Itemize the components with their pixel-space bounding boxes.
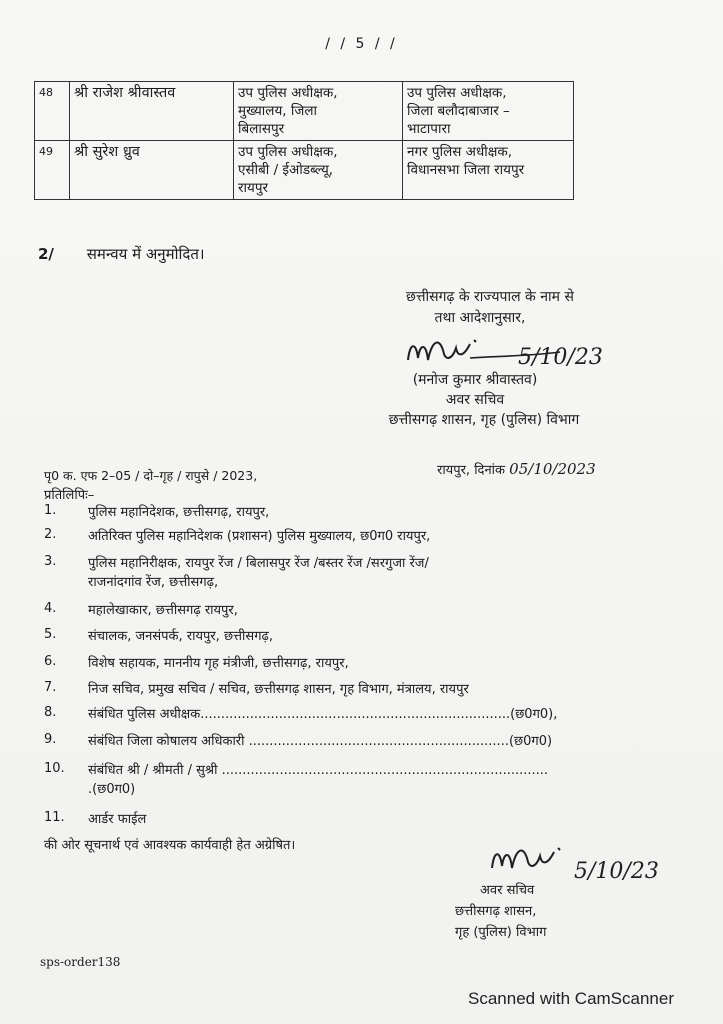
copy-title: प्रतिलिपिः–: [44, 488, 95, 503]
new-posting-line: जिला बलौदाबाजार –: [407, 103, 510, 119]
copy-item-number: 3.: [44, 554, 57, 569]
copy-item-text: [88, 810, 648, 829]
transfer-row: [35, 141, 574, 200]
copy-item-line: संबंधित जिला कोषालय अधिकारी ...............................................................(छ0ग0): [88, 734, 553, 749]
copy-item-line: संबंधित पुलिस अधीक्षक...........................................................................(छ0ग0),: [88, 707, 558, 722]
signatory-2-department: गृह (पुलिस) विभाग: [455, 925, 547, 940]
copy-item-text: [88, 554, 648, 592]
signatory-2-designation: अवर सचिव: [480, 883, 535, 898]
signatory-line2: तथा आदेशानुसार,: [434, 310, 526, 326]
copy-item-number: 7.: [44, 680, 57, 695]
current-posting-line: एसीबी / ईओडब्ल्यू,: [238, 162, 334, 178]
copy-item-line: राजनांदगांव रेंज, छत्तीसगढ़,: [88, 575, 219, 590]
handwritten-signature-2: [486, 838, 676, 882]
copy-item-line: आर्डर फाईल: [88, 812, 147, 827]
copy-item-number: 2.: [44, 527, 57, 542]
signature-2-date: 5/10/23: [574, 859, 659, 882]
signatory-line1: छत्तीसगढ़ के राज्यपाल के नाम से: [406, 289, 574, 305]
reference-number: पृ0 क. एफ 2–05 / दो–गृह / रापुसे / 2023,: [44, 468, 258, 483]
copy-item-text: [88, 705, 648, 724]
copy-item-number: 1.: [44, 503, 57, 518]
new-posting: [403, 82, 574, 141]
copy-item-line: .(छ0ग0): [88, 782, 136, 797]
copy-item-line: संचालक, जनसंपर्क, रायपुर, छत्तीसगढ़,: [88, 629, 273, 644]
new-posting: [403, 141, 574, 200]
copy-item-line: संबंधित श्री / श्रीमती / सुश्री ...............................................................................: [88, 763, 549, 778]
serial-number: 48: [35, 82, 70, 141]
current-posting: [234, 82, 403, 141]
copy-item-text: [88, 654, 648, 673]
current-posting: [234, 141, 403, 200]
date-label: रायपुर, दिनांक: [437, 463, 506, 478]
copy-item-line: महालेखाकार, छत्तीसगढ़ रायपुर,: [88, 603, 238, 618]
copy-item-line: पुलिस महानिदेशक, छत्तीसगढ़, रायपुर,: [88, 505, 270, 520]
date-line: [437, 460, 596, 478]
footer-code: sps-order138: [40, 955, 121, 969]
officer-name: श्री सुरेश ध्रुव: [70, 141, 234, 200]
date-value: 05/10/2023: [509, 460, 596, 478]
approval-line: [38, 244, 205, 264]
copy-item-number: 8.: [44, 705, 57, 720]
new-posting-line: उप पुलिस अधीक्षक,: [407, 85, 507, 101]
approval-number: 2/: [38, 245, 54, 263]
copy-item-number: 9.: [44, 732, 57, 747]
copy-item-line: पुलिस महानिरीक्षक, रायपुर रेंज / बिलासपुर रेंज /बस्तर रेंज /सरगुजा रेंज/: [88, 556, 429, 571]
copy-item-text: [88, 732, 648, 751]
page-number: / / 5 / /: [325, 36, 398, 52]
scanner-watermark: Scanned with CamScanner: [468, 989, 675, 1008]
new-posting-line: विधानसभा जिला रायपुर: [407, 162, 525, 178]
copy-item-line: विशेष सहायक, माननीय गृह मंत्रीजी, छत्तीसगढ़, रायपुर,: [88, 656, 349, 671]
transfer-table: [34, 81, 574, 200]
signatory-department: छत्तीसगढ़ शासन, गृह (पुलिस) विभाग: [388, 412, 580, 428]
copy-item-number: 6.: [44, 654, 57, 669]
copy-item-text: [88, 761, 648, 799]
officer-name: श्री राजेश श्रीवास्तव: [70, 82, 234, 141]
copy-item-text: [88, 527, 648, 546]
copy-item-text: [88, 601, 648, 620]
transfer-row: [35, 82, 574, 141]
current-posting-line: बिलासपुर: [238, 121, 285, 137]
current-posting-line: रायपुर: [238, 180, 269, 196]
copy-item-text: [88, 627, 648, 646]
new-posting-line: नगर पुलिस अधीक्षक,: [407, 144, 513, 160]
current-posting-line: मुख्यालय, जिला: [238, 103, 318, 119]
copy-item-number: 10.: [44, 761, 65, 776]
signatory-authority: [330, 287, 630, 329]
current-posting-line: उप पुलिस अधीक्षक,: [238, 144, 338, 160]
approval-text: समन्वय में अनुमोदित।: [86, 245, 205, 263]
forward-text: की ओर सूचनार्थ एवं आवश्यक कार्यवाही हेत अग्रेषित।: [44, 838, 296, 853]
copy-item-line: अतिरिक्त पुलिस महानिदेशक (प्रशासन) पुलिस मुख्यालय, छ0ग0 रायपुर,: [88, 529, 431, 544]
copy-item-number: 4.: [44, 601, 57, 616]
serial-number: 49: [35, 141, 70, 200]
signature-date: 5/10/23: [518, 345, 603, 370]
signatory-2-government: छत्तीसगढ़ शासन,: [455, 904, 537, 919]
copy-item-text: [88, 680, 648, 699]
copy-item-number: 11.: [44, 810, 65, 825]
copy-item-text: [88, 503, 648, 522]
signatory-name: (मनोज कुमार श्रीवास्तव): [412, 372, 538, 388]
signatory-designation: अवर सचिव: [445, 392, 505, 408]
current-posting-line: उप पुलिस अधीक्षक,: [238, 85, 338, 101]
copy-item-number: 5.: [44, 627, 57, 642]
new-posting-line: भाटापारा: [407, 121, 451, 137]
copy-item-line: निज सचिव, प्रमुख सचिव / सचिव, छत्तीसगढ़ शासन, गृह विभाग, मंत्रालय, रायपुर: [88, 682, 469, 697]
